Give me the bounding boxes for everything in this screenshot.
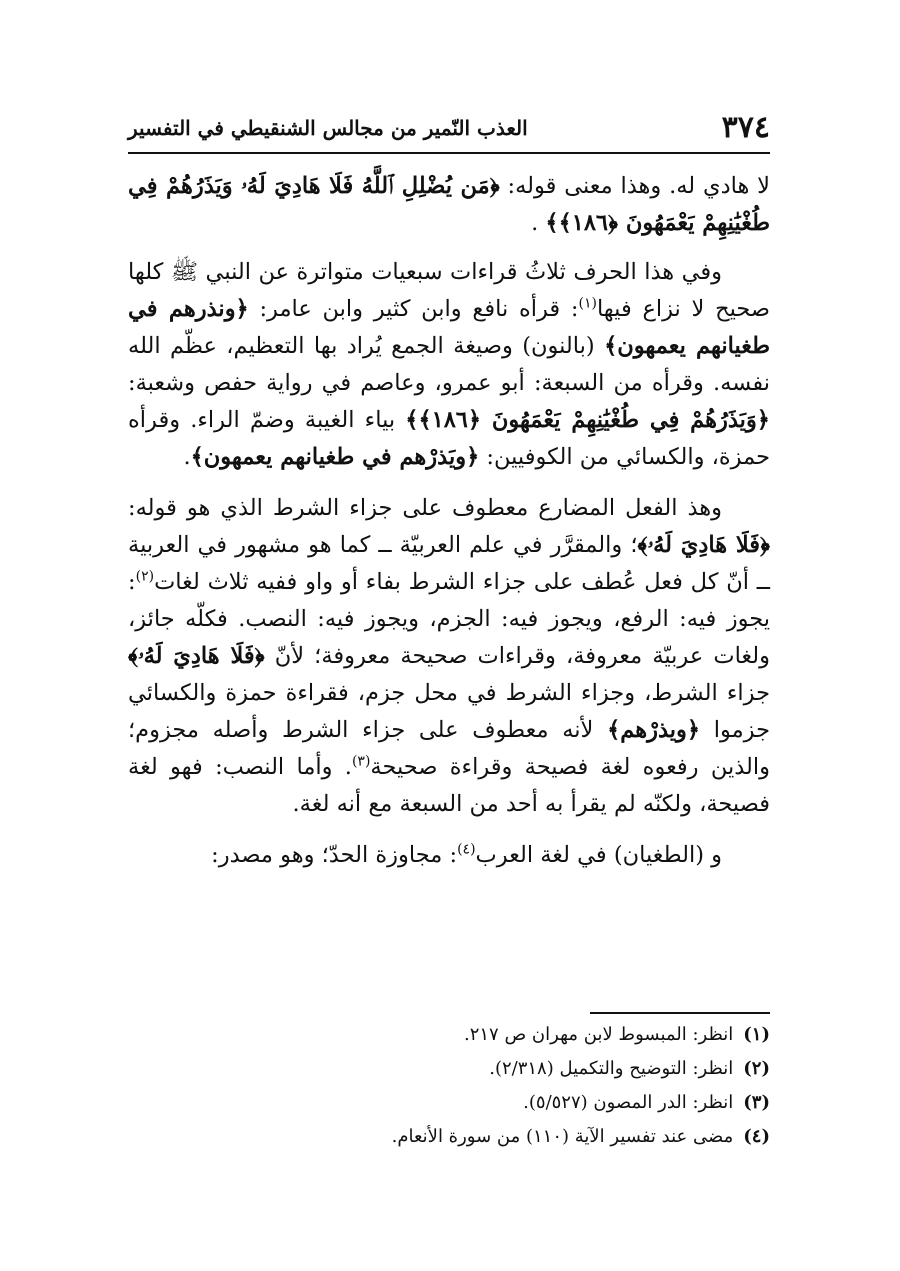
quran-verse: ﴿فَلَا هَادِيَ لَهُۥ﴾ — [128, 643, 265, 669]
text-run: . — [183, 444, 191, 470]
text-run: ؛ والمقرَّر في علم العربيّة ــ كما هو مشهور في العربية ــ أنّ كل فعل عُطف على جزاء الشرط بفاء أو واو ففيه ثلاث لغات — [128, 532, 770, 595]
footnote-number: (٢) — [743, 1058, 770, 1079]
page-header — [128, 106, 770, 150]
footnote-number: (٤) — [743, 1126, 770, 1147]
text-run: بياء الغيبة وضمّ الراء. وقرأه حمزة، والكسائي من الكوفيين: — [128, 407, 770, 470]
page-number: ٣٧٤ — [721, 110, 770, 145]
footnote-text: مضى عند تفسير الآية (١١٠) من سورة الأنعام. — [391, 1126, 734, 1147]
footnote-text: انظر: التوضيح والتكميل (٢/٣١٨). — [489, 1058, 734, 1079]
paragraph-1 — [128, 168, 770, 242]
footnote-number: (٣) — [743, 1092, 770, 1113]
quoted-reading: ﴿ويذرْهم﴾ — [607, 717, 701, 743]
paragraph-2 — [128, 254, 770, 476]
text-run: وفي هذا الحرف ثلاثُ قراءات سبعيات متواترة عن النبي ﷺ كلها صحيح لا نزاع فيها — [128, 259, 771, 322]
text-run: جزاء الشرط، وجزاء الشرط في محل جزم، فقراءة حمزة والكسائي جزموا — [128, 680, 771, 743]
footnote-text: انظر: المبسوط لابن مهران ص ٢١٧. — [463, 1024, 734, 1045]
quoted-reading: ﴿ونذرهم في طغيانهم يعمهون﴾ — [128, 296, 770, 359]
text-run: : قرأه نافع وابن كثير وابن عامر: — [248, 296, 579, 322]
text-run: . وأما النصب: فهو لغة فصيحة، ولكنّه لم يقرأ به أحد من السبعة مع أنه لغة. — [128, 754, 770, 817]
footnotes — [128, 1020, 770, 1156]
quran-verse: ﴿فَلَا هَادِيَ لَهُۥ﴾ — [637, 532, 770, 558]
footnote-ref: (١) — [578, 295, 597, 312]
footnote-3 — [128, 1088, 770, 1118]
text-run: لأنه معطوف على جزاء الشرط وأصله مجزوم؛ والذين رفعوه لغة فصيحة وقراءة صحيحة — [128, 717, 771, 780]
text-run: و (الطغيان) في لغة العرب — [475, 842, 722, 868]
footnote-2 — [128, 1054, 770, 1084]
quoted-reading: ﴿ويَذرْهم في طغيانهم يعمهون﴾ — [190, 444, 480, 470]
text-run: : يجوز فيه: الرفع، ويجوز فيه: الجزم، ويجوز فيه: النصب. فكلّه جائز، ولغات عربيّة معروفة، وقراءات صحيحة معروفة؛ لأنّ — [128, 569, 770, 669]
text-run: لا هادي له. وهذا معنى قوله: — [499, 173, 770, 199]
text-run: (بالنون) وصيغة الجمع يُراد بها التعظيم، عظّم الله نفسه. وقرأه من السبعة: أبو عمرو، وعاصم في رواية حفص وشعبة: — [128, 333, 770, 396]
footnote-1 — [128, 1020, 770, 1050]
running-title: العذب النّمير من مجالس الشنقيطي في التفسير — [128, 116, 528, 140]
footnote-ref: (٣) — [351, 753, 371, 770]
footnote-divider — [590, 1012, 770, 1014]
main-text — [128, 168, 770, 888]
footnote-text: انظر: الدر المصون (٥/٥٢٧). — [523, 1092, 734, 1113]
paragraph-3 — [128, 490, 770, 823]
footnote-ref: (٤) — [457, 841, 476, 858]
footnote-4 — [128, 1122, 770, 1152]
quran-verse: ﴿مَن يُضْلِلِ ٱللَّهُ فَلَا هَادِيَ لَهُۥ وَيَذَرُهُمْ فِي طُغْيَٰنِهِمْ يَعْمَهُونَ ﴿١٨٦﴾﴾ — [128, 173, 770, 236]
text-run: . — [531, 210, 546, 236]
paragraph-4 — [128, 837, 770, 874]
footnote-ref: (٢) — [135, 568, 155, 585]
text-run: وهذ الفعل المضارع معطوف على جزاء الشرط الذي هو قوله: — [128, 495, 722, 521]
quran-verse: ﴿وَيَذَرُهُمْ فِي طُغْيَٰنِهِمْ يَعْمَهُونَ ﴿١٨٦﴾﴾ — [405, 407, 770, 433]
text-run: : مجاوزة الحدّ؛ وهو مصدر: — [211, 842, 458, 868]
footnote-number: (١) — [743, 1024, 770, 1045]
header-divider — [128, 152, 770, 154]
